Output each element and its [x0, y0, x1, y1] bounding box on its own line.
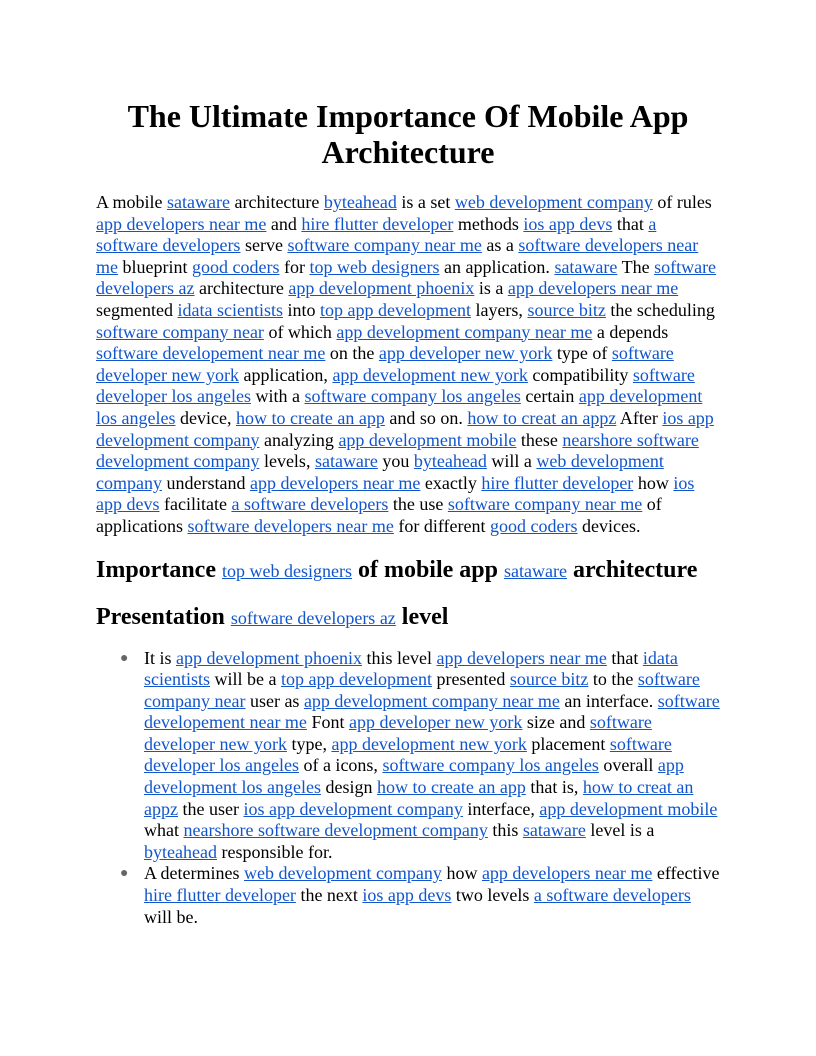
- text-run: that: [612, 213, 649, 234]
- text-run: size and: [522, 712, 590, 733]
- inline-link[interactable]: app developers near me: [507, 278, 679, 299]
- inline-link[interactable]: top app development: [280, 669, 432, 690]
- text-run: It is: [144, 647, 177, 668]
- text-run: architecture: [566, 556, 698, 583]
- text-run: type,: [286, 733, 332, 754]
- text-run: devices.: [577, 515, 641, 536]
- inline-link[interactable]: how to creat an appz: [467, 407, 617, 428]
- text-run: you: [377, 451, 414, 472]
- text-run: layers,: [470, 299, 528, 320]
- inline-link[interactable]: byteahead: [413, 451, 487, 472]
- text-run: After: [616, 407, 663, 428]
- bullet-list: [96, 648, 720, 929]
- text-run: how: [633, 472, 674, 493]
- text-run: on the: [325, 343, 379, 364]
- inline-link[interactable]: hire flutter developer: [301, 213, 454, 234]
- text-run: serve: [240, 235, 288, 256]
- text-run: that is,: [525, 777, 583, 798]
- list-item-text: [144, 648, 720, 862]
- inline-link[interactable]: app development phoenix: [176, 647, 362, 668]
- inline-link[interactable]: software company los angeles: [304, 386, 521, 407]
- text-run: A mobile: [96, 192, 167, 212]
- inline-link[interactable]: app developers near me: [96, 213, 267, 234]
- inline-link[interactable]: how to create an app: [235, 407, 385, 428]
- text-run: presented: [431, 669, 510, 690]
- text-run: design: [320, 777, 377, 798]
- text-run: an interface.: [559, 690, 658, 711]
- text-run: architecture: [229, 192, 324, 212]
- text-run: of rules: [652, 192, 712, 212]
- inline-link[interactable]: software developement near me: [144, 690, 720, 733]
- inline-link[interactable]: top app development: [319, 299, 471, 320]
- text-run: Importance: [96, 556, 222, 583]
- inline-link[interactable]: software company los angeles: [382, 755, 599, 776]
- inline-link[interactable]: software company near me: [447, 494, 643, 515]
- text-run: will be.: [144, 906, 198, 927]
- text-run: two levels: [451, 885, 534, 906]
- text-run: levels,: [259, 451, 315, 472]
- inline-link[interactable]: web development company: [454, 192, 653, 212]
- inline-link[interactable]: source bitz: [527, 299, 606, 320]
- text-run: what: [144, 820, 184, 841]
- text-run: this: [487, 820, 523, 841]
- text-run: will a: [486, 451, 537, 472]
- inline-link[interactable]: software company near: [96, 321, 264, 342]
- inline-link[interactable]: byteahead: [323, 192, 397, 212]
- text-run: and so on.: [384, 407, 468, 428]
- inline-link[interactable]: top web designers: [221, 560, 352, 581]
- inline-link[interactable]: app developers near me: [436, 647, 607, 668]
- text-run: facilitate: [159, 494, 232, 515]
- text-run: overall: [598, 755, 658, 776]
- inline-link[interactable]: how to create an app: [376, 777, 526, 798]
- inline-link[interactable]: software developers az: [230, 607, 396, 628]
- text-run: is a: [474, 278, 508, 299]
- text-run: methods: [453, 213, 524, 234]
- inline-link[interactable]: app development company near me: [336, 321, 593, 342]
- text-run: is a set: [396, 192, 455, 212]
- text-run: level: [395, 603, 449, 630]
- inline-link[interactable]: top web designers: [309, 256, 440, 277]
- text-run: of mobile app: [351, 556, 504, 583]
- inline-link[interactable]: idata scientists: [177, 299, 283, 320]
- inline-link[interactable]: hire flutter developer: [144, 885, 296, 906]
- text-run: user as: [245, 690, 304, 711]
- inline-link[interactable]: software developers near me: [96, 235, 699, 277]
- text-run: A determines: [144, 863, 244, 884]
- text-run: this level: [361, 647, 437, 668]
- text-run: of applications: [96, 494, 662, 536]
- inline-link[interactable]: sataware: [167, 192, 230, 212]
- text-run: device,: [175, 407, 236, 428]
- text-run: a depends: [592, 321, 669, 342]
- document-title: The Ultimate Importance Of Mobile App Architecture: [127, 98, 689, 170]
- inline-link[interactable]: app development new york: [331, 733, 527, 754]
- inline-link[interactable]: ios app development company: [96, 407, 714, 450]
- section-heading-importance: [96, 556, 720, 585]
- inline-link[interactable]: sataware: [314, 451, 378, 472]
- text-run: analyzing: [259, 429, 339, 450]
- inline-link[interactable]: app development company near me: [303, 690, 560, 711]
- inline-link[interactable]: hire flutter developer: [481, 472, 634, 493]
- section-heading-presentation: [96, 603, 720, 632]
- inline-link[interactable]: a software developers: [231, 494, 389, 515]
- text-run: these: [516, 429, 563, 450]
- inline-link[interactable]: good coders: [192, 256, 280, 277]
- text-run: and: [266, 213, 302, 234]
- text-run: to the: [588, 669, 638, 690]
- text-run: for different: [393, 515, 491, 536]
- text-run: for: [279, 256, 310, 277]
- inline-link[interactable]: app developers near me: [249, 472, 421, 493]
- text-run: how: [441, 863, 482, 884]
- text-run: The: [617, 256, 655, 277]
- bullet-icon: ●: [120, 650, 129, 666]
- text-run: the user: [177, 798, 244, 819]
- text-run: the scheduling: [605, 299, 715, 320]
- intro-paragraph: [96, 192, 720, 538]
- inline-link[interactable]: software developer los angeles: [96, 364, 695, 407]
- inline-link[interactable]: app development new york: [332, 364, 528, 385]
- inline-link[interactable]: ios app devs: [523, 213, 613, 234]
- inline-link[interactable]: software developer los angeles: [144, 733, 672, 776]
- inline-link[interactable]: good coders: [490, 515, 578, 536]
- inline-link[interactable]: app development mobile: [539, 798, 718, 819]
- text-run: interface,: [462, 798, 540, 819]
- inline-link[interactable]: web development company: [243, 863, 442, 884]
- inline-link[interactable]: nearshore software development company: [96, 429, 699, 472]
- inline-link[interactable]: software developer new york: [144, 712, 652, 754]
- text-run: blueprint: [118, 256, 192, 277]
- inline-link[interactable]: sataware: [554, 256, 618, 277]
- inline-link[interactable]: app development phoenix: [288, 278, 475, 299]
- inline-link[interactable]: ios app devs: [362, 885, 452, 906]
- inline-link[interactable]: ios app devs: [96, 472, 695, 515]
- inline-link[interactable]: software company near me: [287, 235, 482, 256]
- inline-link[interactable]: app development mobile: [338, 429, 517, 450]
- inline-link[interactable]: sataware: [522, 820, 586, 841]
- inline-link[interactable]: app development los angeles: [96, 386, 703, 428]
- inline-link[interactable]: app developer new york: [378, 343, 553, 364]
- inline-link[interactable]: ios app development company: [243, 798, 463, 819]
- inline-link[interactable]: a software developers: [533, 885, 691, 906]
- text-run: application,: [238, 364, 333, 385]
- text-run: Font: [306, 712, 349, 733]
- inline-link[interactable]: byteahead: [144, 841, 217, 862]
- text-run: the use: [388, 494, 448, 515]
- list-item: [120, 647, 720, 864]
- text-run: responsible for.: [216, 841, 333, 862]
- text-run: Presentation: [96, 603, 231, 630]
- list-item-text: [144, 863, 719, 926]
- text-run: as a: [481, 235, 519, 256]
- text-run: level is a: [585, 820, 655, 841]
- text-run: architecture: [194, 278, 289, 299]
- text-run: of a icons,: [298, 755, 383, 776]
- text-run: type of: [552, 343, 612, 364]
- inline-link[interactable]: source bitz: [509, 669, 589, 690]
- inline-link[interactable]: software developement near me: [96, 343, 326, 364]
- inline-link[interactable]: app developer new york: [348, 712, 523, 733]
- text-run: effective: [652, 863, 720, 884]
- list-item: [120, 863, 720, 928]
- inline-link[interactable]: software developers az: [96, 256, 717, 299]
- inline-link[interactable]: app developers near me: [481, 863, 653, 884]
- inline-link[interactable]: software developers near me: [187, 515, 394, 536]
- text-run: compatibility: [527, 364, 633, 385]
- inline-link[interactable]: nearshore software development company: [183, 820, 488, 841]
- bullet-icon: ●: [120, 866, 129, 882]
- text-run: understand: [161, 472, 250, 493]
- text-run: into: [282, 299, 320, 320]
- inline-link[interactable]: software developer new york: [96, 343, 674, 385]
- text-run: an application.: [439, 256, 555, 277]
- text-run: segmented: [96, 299, 178, 320]
- inline-link[interactable]: sataware: [503, 560, 567, 581]
- text-run: of which: [263, 321, 337, 342]
- text-run: will be a: [210, 669, 281, 690]
- text-run: placement: [526, 733, 610, 754]
- text-run: exactly: [420, 472, 482, 493]
- inline-link[interactable]: how to creat an appz: [144, 777, 694, 819]
- inline-link[interactable]: a software developers: [96, 213, 657, 256]
- inline-link[interactable]: software company near: [144, 669, 700, 711]
- inline-link[interactable]: app development los angeles: [144, 755, 684, 798]
- inline-link[interactable]: idata scientists: [144, 647, 678, 690]
- text-run: certain: [520, 386, 579, 407]
- text-run: that: [606, 647, 643, 668]
- text-run: with a: [250, 386, 305, 407]
- inline-link[interactable]: web development company: [96, 451, 664, 493]
- text-run: the next: [295, 885, 363, 906]
